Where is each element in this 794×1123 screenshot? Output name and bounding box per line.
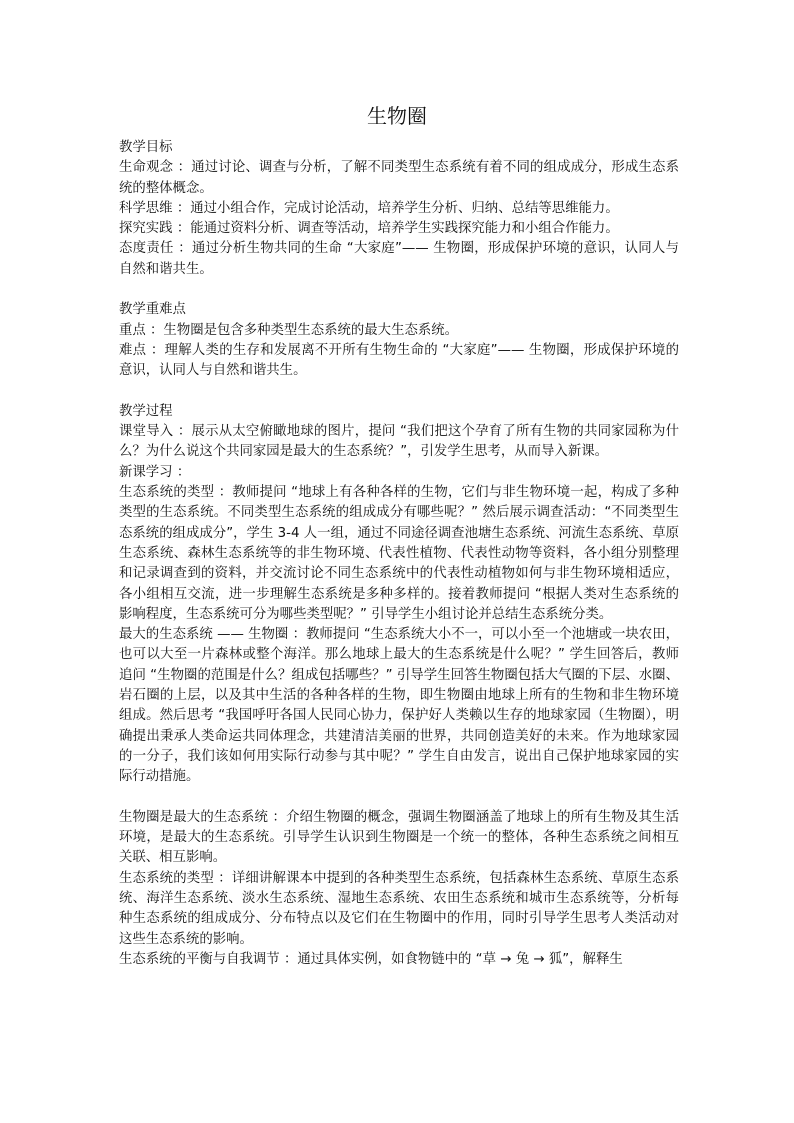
paragraph-ecosystem-types-detail: 生态系统的类型 ：详细讲解课本中提到的各种类型生态系统，包括森林生态系统、草原生态系统、海洋生态系统、淡水生态系统、湿地生态系统、农田生态系统和城市生态系统等，分析每种生态系统的组成成分、分布特点以及它们在生物圈中的作用，同时引导学生思考人类活动对这些生态系统的影响。 [119, 870, 679, 947]
paragraph-difficult-point: 难点 ：理解人类的生存和发展离不开所有生物生命的 “大家庭”—— 生物圈，形成保护环境的意识，认同人与自然和谐共生。 [119, 342, 679, 379]
paragraph-scientific-thinking: 科学思维 ：通过小组合作，完成讨论活动，培养学生分析、归纳、总结等思维能力。 [119, 200, 619, 216]
blank-line [119, 788, 679, 808]
paragraph-biosphere: 最大的生态系统 —— 生物圈 ：教师提问 “生态系统大小不一，可以小至一个池塘或一块农田，也可以大至一片森林或整个海洋。那么地球上最大的生态系统是什么呢？” 学生回答后，教师追问 “生物圈的范围是什么？组成包括哪些？” 引导学生回答生物圈包括大气圈的下层、水圈、岩石圈的上层，以及其中生活的各种各样的生物，即生物圈由地球上所有的生物和非生物环境组成。然后思考 “我国呼吁各国人民同心协力，保护好人类赖以生存的地球家园（生物圈），明确提出秉承人类命运共同体理念，共建清洁美丽的世界，共同创造美好的未来。作为地球家园的一分子，我们该如何用实际行动参与其中呢？” 学生自由发言，说出自己保护地球家园的实际行动措施。 [119, 627, 679, 785]
document-body [119, 138, 679, 970]
paragraph-key-point: 重点 ：生物圈是包含多种类型生态系统的最大生态系统。 [119, 322, 459, 338]
blank-line [119, 280, 679, 300]
paragraph-inquiry-practice: 探究实践 ：能通过资料分析、调查等活动，培养学生实践探究能力和小组合作能力。 [119, 221, 619, 237]
paragraph-ecosystem-types: 生态系统的类型 ：教师提问 “地球上有各种各样的生物，它们与非生物环境一起，构成了多种类型的生态系统。不同类型生态系统的组成成分有哪些呢？” 然后展示调查活动：“不同类型生态系统的组成成分”，学生 3-4 人一组，通过不同途径调查池塘生态系统、河流生态系统、草原生态系统、森林生态系统等的非生物环境、代表性植物、代表性动物等资料，各小组分别整理和记录调查到的资料，并交流讨论不同生态系统中的代表性动植物如何与非生物环境相适应，各小组相互交流，进一步理解生态系统是多种多样的。接着教师提问 “根据人类对生态系统的影响程度，生态系统可分为哪些类型呢？” 引导学生小组讨论并总结生态系统分类。 [119, 485, 679, 622]
paragraph-largest-ecosystem: 生物圈是最大的生态系统 ：介绍生物圈的概念，强调生物圈涵盖了地球上的所有生物及其生活环境，是最大的生态系统。引导学生认识到生物圈是一个统一的整体，各种生态系统之间相互关联、相互影响。 [119, 809, 679, 866]
paragraph-attitude-responsibility: 态度责任 ：通过分析生物共同的生命 “大家庭”—— 生物圈，形成保护环境的意识，认同人与自然和谐共生。 [119, 241, 679, 277]
paragraph-introduction: 课堂导入 ：展示从太空俯瞰地球的图片，提问 “我们把这个孕育了所有生物的共同家园称为什么？为什么说这个共同家园是最大的生态系统？”，引发学生思考，从而导入新课。 [119, 424, 679, 460]
paragraph-life-concept: 生命观念 ：通过讨论、调查与分析，了解不同类型生态系统有着不同的组成成分，形成生态系统的整体概念。 [119, 160, 679, 196]
section-heading-key-points: 教学重难点 [119, 302, 186, 318]
section-heading-objectives: 教学目标 [119, 140, 173, 155]
blank-line [119, 382, 679, 402]
section-heading-process: 教学过程 [119, 403, 173, 419]
paragraph-balance-regulation: 生态系统的平衡与自我调节 ：通过具体实例，如食物链中的 “草 → 兔 → 狐”，解释生 [119, 951, 623, 967]
paragraph-new-lesson: 新课学习 ： [119, 464, 191, 480]
page-title: 生物圈 [367, 104, 427, 128]
